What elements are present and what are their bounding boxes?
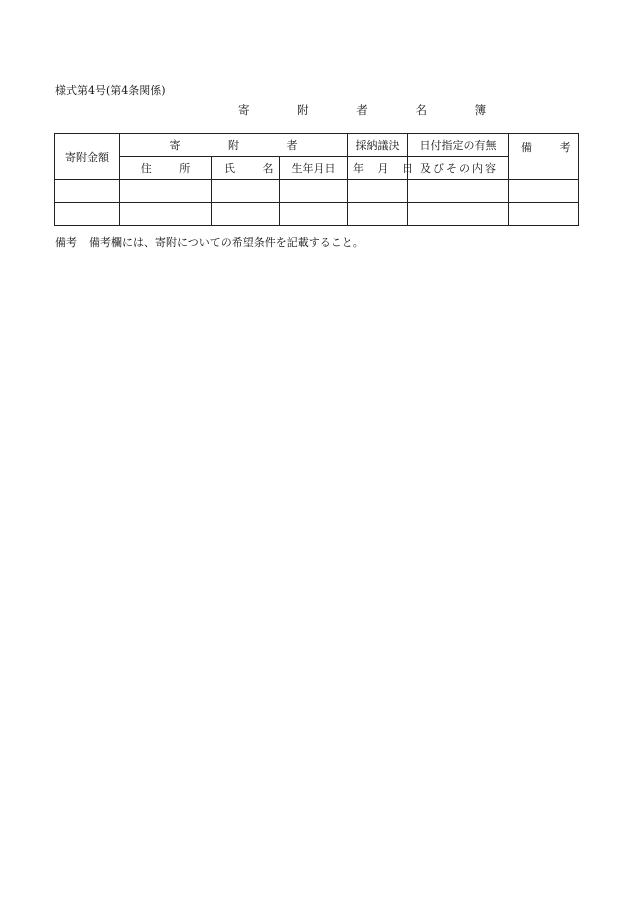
cell-amount[interactable] (55, 203, 120, 226)
cell-birthdate[interactable] (280, 180, 348, 203)
header-row-top (55, 134, 579, 157)
form-number: 様式第4号(第4条関係) (55, 84, 166, 97)
cell-birthdate[interactable] (280, 203, 348, 226)
header-name: 氏 名 (212, 157, 280, 180)
cell-name[interactable] (212, 203, 280, 226)
cell-designation[interactable] (408, 180, 509, 203)
donor-register-table (54, 133, 583, 226)
header-address: 住 所 (120, 157, 212, 180)
header-row-sub (55, 157, 579, 180)
header-designation-line1: 日付指定の有無 (408, 134, 509, 157)
cell-adoption-date[interactable] (348, 180, 408, 203)
cell-remarks[interactable] (509, 180, 579, 203)
cell-name[interactable] (212, 180, 280, 203)
cell-address[interactable] (120, 203, 212, 226)
header-designation-line2: 及びその内容 (408, 157, 509, 180)
footnote (55, 236, 364, 250)
cell-remarks[interactable] (509, 203, 579, 226)
header-donor-group: 寄 附 者 (120, 134, 348, 157)
header-remarks: 備 考 (509, 134, 579, 180)
table-row (55, 180, 579, 203)
cell-amount[interactable] (55, 180, 120, 203)
table-row (55, 203, 579, 226)
cell-address[interactable] (120, 180, 212, 203)
cell-adoption-date[interactable] (348, 203, 408, 226)
header-adoption-line1: 採納議決 (348, 134, 408, 157)
footnote-label: 備考 (55, 236, 77, 249)
document-title: 寄 附 者 名 簿 (238, 103, 509, 117)
header-amount: 寄附金額 (55, 134, 120, 180)
header-adoption-line2: 年 月 日 (348, 157, 408, 180)
header-birthdate: 生年月日 (280, 157, 348, 180)
footnote-text: 備考欄には、寄附についての希望条件を記載すること。 (89, 236, 364, 249)
cell-designation[interactable] (408, 203, 509, 226)
